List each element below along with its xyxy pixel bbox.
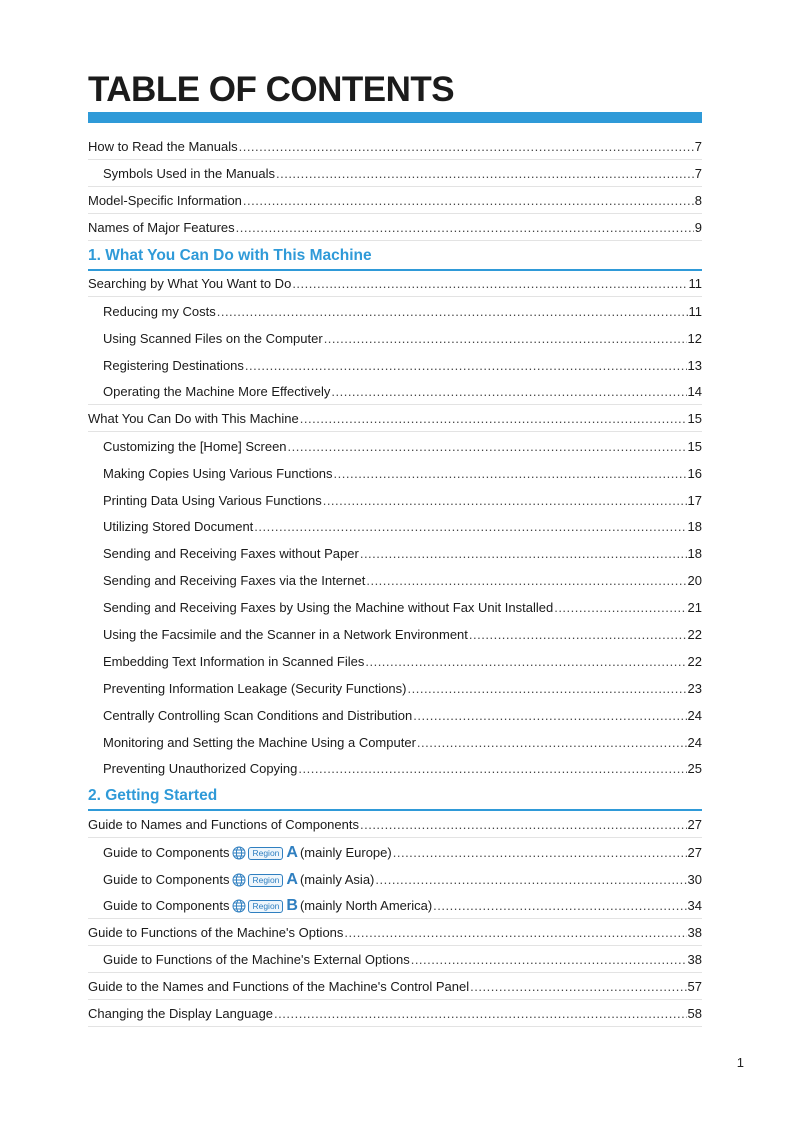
toc-entry[interactable] <box>88 378 702 405</box>
region-badge: Region <box>248 847 283 860</box>
toc-entry-title <box>88 817 359 837</box>
dot-leader <box>554 600 686 620</box>
toc-entry-text: Sending and Receiving Faxes by Using the Machine without Fax Unit Installed <box>103 600 554 616</box>
toc-entry[interactable] <box>88 728 702 755</box>
dot-leader <box>324 331 687 351</box>
toc-entry-text: Centrally Controlling Scan Conditions and Distribution <box>103 707 413 723</box>
toc-entry-title <box>103 627 468 647</box>
toc-entry-text: Guide to Components <box>103 845 230 861</box>
dot-leader <box>292 276 687 296</box>
toc-page-number: 25 <box>687 761 702 777</box>
toc-page-number: 24 <box>687 734 702 750</box>
page-title: TABLE OF CONTENTS <box>88 70 455 109</box>
toc-entry-title <box>103 546 359 566</box>
toc-entry-text: Model-Specific Information <box>88 192 242 208</box>
toc-entry-title <box>103 166 275 186</box>
toc-page-number: 30 <box>687 872 702 888</box>
toc-entry-title <box>88 276 291 296</box>
toc-entry[interactable] <box>88 919 702 946</box>
toc-page-number: 15 <box>687 410 702 426</box>
toc-entry-text: Utilizing Stored Document <box>103 519 254 535</box>
toc-entry-title <box>103 331 323 351</box>
chapter-title[interactable]: 1. What You Can Do with This Machine <box>88 246 372 264</box>
toc-entry-text: Names of Major Features <box>88 219 235 235</box>
toc-page-number: 9 <box>694 219 702 235</box>
dot-leader <box>274 1006 687 1026</box>
toc-entry-title <box>103 573 365 593</box>
toc-entry-title <box>103 439 287 459</box>
toc-entry-text: Registering Destinations <box>103 358 244 374</box>
toc-page-number: 38 <box>687 951 702 967</box>
toc-entry-text: Guide to Functions of the Machine's Options <box>88 924 344 940</box>
toc-entry-title <box>103 708 412 728</box>
toc-entry[interactable] <box>88 892 702 919</box>
toc-entry-title <box>88 411 299 431</box>
toc-entry-title <box>88 925 343 945</box>
toc-entry-title <box>88 139 238 159</box>
toc-entry-text: Operating the Machine More Effectively <box>103 384 331 400</box>
toc-entry-text: Preventing Information Leakage (Security Functions) <box>103 680 407 696</box>
table-of-contents <box>88 133 702 1027</box>
toc-entry-title <box>88 193 242 213</box>
toc-entry-text: Using Scanned Files on the Computer <box>103 331 323 347</box>
region-mark <box>232 873 298 887</box>
page-number: 1 <box>736 1055 744 1070</box>
toc-entry-title <box>103 898 432 918</box>
toc-entry-title <box>103 358 244 378</box>
dot-leader <box>334 466 687 486</box>
toc-page-number: 18 <box>687 546 702 562</box>
dot-leader <box>254 519 686 539</box>
toc-entry[interactable] <box>88 324 702 351</box>
dot-leader <box>288 439 687 459</box>
globe-icon <box>232 873 246 887</box>
globe-icon <box>232 899 246 913</box>
toc-entry[interactable] <box>88 593 702 620</box>
toc-page-number: 16 <box>687 465 702 481</box>
region-badge: Region <box>248 900 283 913</box>
toc-entry-title <box>103 654 364 674</box>
toc-page-number: 15 <box>687 438 702 454</box>
toc-entry-text: Guide to Components <box>103 872 230 888</box>
toc-entry[interactable] <box>88 351 702 378</box>
toc-entry-title <box>103 493 322 513</box>
toc-page-number: 7 <box>694 165 702 181</box>
toc-entry-text: Customizing the [Home] Screen <box>103 438 287 454</box>
toc-entry-suffix: (mainly Asia) <box>299 872 375 888</box>
toc-entry[interactable] <box>88 838 702 865</box>
toc-entry-title <box>103 761 297 781</box>
toc-entry[interactable] <box>88 674 702 701</box>
dot-leader <box>217 304 688 324</box>
region-letter: B <box>286 897 298 915</box>
toc-entry-text: Sending and Receiving Faxes without Paper <box>103 546 359 562</box>
toc-entry-title <box>88 1006 273 1026</box>
toc-page-number: 12 <box>687 331 702 347</box>
toc-entry-title <box>103 681 407 701</box>
dot-leader <box>300 411 687 431</box>
toc-page-number: 27 <box>687 845 702 861</box>
toc-page-number: 57 <box>687 978 702 994</box>
title-underline-bar <box>88 112 702 123</box>
toc-entry[interactable] <box>88 973 702 1000</box>
region-letter: A <box>286 871 298 889</box>
dot-leader <box>366 573 686 593</box>
toc-page-number: 14 <box>687 384 702 400</box>
dot-leader <box>393 845 687 865</box>
toc-entry-text: Preventing Unauthorized Copying <box>103 761 298 777</box>
toc-entry[interactable] <box>88 486 702 513</box>
chapter-title[interactable]: 2. Getting Started <box>88 787 218 805</box>
toc-entry-text: How to Read the Manuals <box>88 138 238 154</box>
toc-entry[interactable] <box>88 811 702 838</box>
dot-leader <box>469 627 687 647</box>
toc-entry-text: Searching by What You Want to Do <box>88 276 292 292</box>
dot-leader <box>375 872 686 892</box>
dot-leader <box>417 735 687 755</box>
toc-entry[interactable] <box>88 271 702 298</box>
toc-page-number: 8 <box>694 192 702 208</box>
toc-entry[interactable] <box>88 620 702 647</box>
dot-leader <box>243 193 694 213</box>
toc-page-number: 7 <box>694 138 702 154</box>
toc-entry-title <box>103 845 392 865</box>
toc-entry-title <box>103 952 410 972</box>
toc-page-number: 13 <box>687 358 702 374</box>
dot-leader <box>360 817 687 837</box>
toc-entry-text: Changing the Display Language <box>88 1005 274 1021</box>
dot-leader <box>365 654 686 674</box>
toc-entry-text: Guide to Components <box>103 898 230 914</box>
toc-entry[interactable] <box>88 1000 702 1027</box>
toc-entry-title <box>103 466 333 486</box>
toc-entry-title <box>88 220 235 240</box>
toc-entry[interactable] <box>88 133 702 160</box>
toc-entry-text: What You Can Do with This Machine <box>88 410 299 426</box>
dot-leader <box>245 358 687 378</box>
toc-entry-text: Symbols Used in the Manuals <box>103 165 275 181</box>
toc-entry[interactable] <box>88 566 702 593</box>
dot-leader <box>276 166 694 186</box>
toc-page-number: 24 <box>687 707 702 723</box>
chapter-heading <box>88 781 702 811</box>
toc-entry-title <box>103 384 330 404</box>
toc-page-number: 11 <box>688 304 702 320</box>
toc-page-number: 20 <box>687 573 702 589</box>
region-letter: A <box>286 844 298 862</box>
dot-leader <box>331 384 686 404</box>
toc-entry[interactable] <box>88 160 702 187</box>
toc-page-number: 34 <box>687 898 702 914</box>
toc-entry-text: Printing Data Using Various Functions <box>103 492 322 508</box>
region-badge: Region <box>248 874 283 887</box>
dot-leader <box>408 681 687 701</box>
toc-entry-title <box>103 519 253 539</box>
dot-leader <box>411 952 687 972</box>
toc-page-number: 21 <box>687 600 702 616</box>
dot-leader <box>344 925 686 945</box>
dot-leader <box>298 761 686 781</box>
toc-entry-suffix: (mainly North America) <box>299 898 433 914</box>
toc-entry-text: Guide to Functions of the Machine's External Options <box>103 951 410 967</box>
toc-entry-suffix: (mainly Europe) <box>299 845 392 861</box>
toc-entry-text: Guide to Names and Functions of Components <box>88 817 359 833</box>
toc-page-number: 18 <box>687 519 702 535</box>
toc-entry[interactable] <box>88 701 702 728</box>
toc-page-number: 17 <box>687 492 702 508</box>
dot-leader <box>236 220 694 240</box>
toc-entry[interactable] <box>88 946 702 973</box>
toc-entry-title <box>103 600 553 620</box>
toc-page-number: 58 <box>687 1005 702 1021</box>
dot-leader <box>323 493 687 513</box>
toc-entry-title <box>88 979 469 999</box>
dot-leader <box>239 139 694 159</box>
toc-entry-text: Guide to the Names and Functions of the Machine's Control Panel <box>88 978 470 994</box>
toc-entry[interactable] <box>88 214 702 241</box>
toc-entry-text: Making Copies Using Various Functions <box>103 465 333 481</box>
globe-icon <box>232 846 246 860</box>
toc-page-number: 38 <box>687 924 702 940</box>
toc-entry-title <box>103 304 216 324</box>
toc-page-number: 22 <box>687 653 702 669</box>
dot-leader <box>360 546 687 566</box>
dot-leader <box>470 979 686 999</box>
toc-entry-text: Reducing my Costs <box>103 304 216 320</box>
toc-page-number: 22 <box>687 627 702 643</box>
toc-entry[interactable] <box>88 297 702 324</box>
toc-page-number: 23 <box>687 680 702 696</box>
dot-leader <box>433 898 686 918</box>
toc-entry[interactable] <box>88 865 702 892</box>
toc-page-number: 11 <box>688 276 702 292</box>
toc-entry-text: Embedding Text Information in Scanned Files <box>103 653 365 669</box>
region-mark <box>232 846 298 860</box>
toc-entry-text: Sending and Receiving Faxes via the Internet <box>103 573 366 589</box>
chapter-heading <box>88 241 702 271</box>
toc-entry[interactable] <box>88 755 702 782</box>
region-mark <box>232 899 298 913</box>
toc-entry[interactable] <box>88 647 702 674</box>
toc-entry[interactable] <box>88 432 702 459</box>
toc-entry[interactable] <box>88 513 702 540</box>
toc-entry[interactable] <box>88 459 702 486</box>
toc-entry-text: Monitoring and Setting the Machine Using a Computer <box>103 734 416 750</box>
dot-leader <box>413 708 686 728</box>
toc-entry[interactable] <box>88 539 702 566</box>
toc-entry-title <box>103 735 416 755</box>
toc-entry[interactable] <box>88 405 702 432</box>
toc-entry-title <box>103 872 374 892</box>
toc-entry-text: Using the Facsimile and the Scanner in a Network Environment <box>103 627 468 643</box>
toc-page-number: 27 <box>687 817 702 833</box>
toc-entry[interactable] <box>88 187 702 214</box>
